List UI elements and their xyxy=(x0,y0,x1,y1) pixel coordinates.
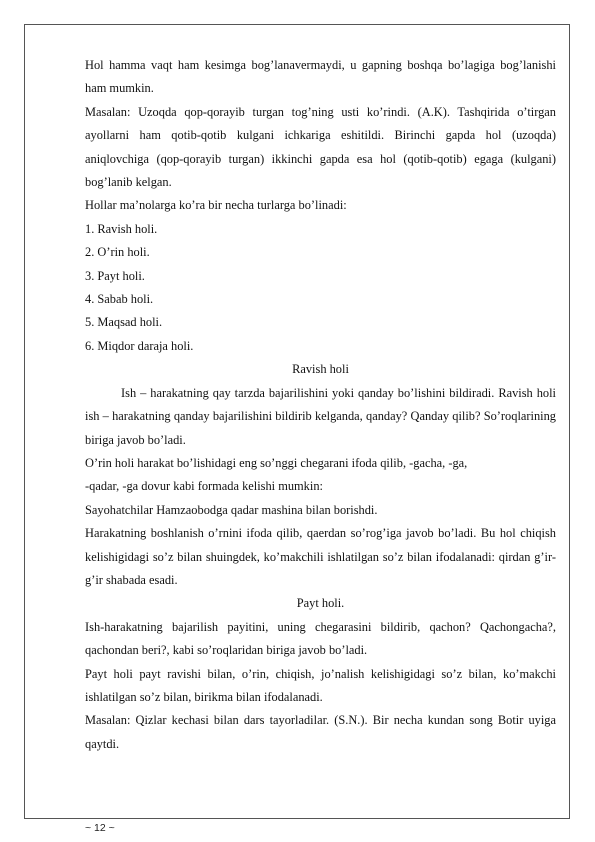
list-item: 4. Sabab holi. xyxy=(85,292,154,307)
paragraph: Masalan: Qizlar kechasi bilan dars tayorladilar. (S.N.). Bir necha kundan song Botir uyiga qaytdi. xyxy=(85,713,556,751)
list-item: 3. Payt holi. xyxy=(85,268,145,283)
paragraph: Masalan: Uzoqda qop-qorayib turgan tog’ning usti ko’rindi. (A.K). Tashqirida o’tirgan ayollarni ham qotib-qotib kulgani ichkariga eshitildi. Birinchi gapda hol (uzoqda) aniqlovchiga (qop-qorayib turgan) ikkinchi gapda esa hol (qotib-qotib) egaga (kulgani) bog’lanib kelgan. xyxy=(85,104,556,190)
paragraph: -qadar, -ga dovur kabi formada kelishi mumkin: xyxy=(85,479,323,494)
list-item: 2. O’rin holi. xyxy=(85,245,150,260)
page-number: ~ 12 ~ xyxy=(85,822,115,834)
paragraph: Ish-harakatning bajarilish payitini, uning chegarasini bildirib, qachon? Qachongacha?, qachondan beri?, kabi so’roqlaridan biriga javob bo’ladi. xyxy=(85,619,556,658)
paragraph: Ish – harakatning qay tarzda bajarilishini yoki qanday bo’lishini bildiradi. Ravish holi ish – harakatning qanday bajarilishini bildirib kelganda, qanday? Qanday qilib? So’roqlarining biriga javob bo’ladi. xyxy=(85,385,556,447)
paragraph: Sayohatchilar Hamzaobodga qadar mashina bilan borishdi. xyxy=(85,502,378,517)
section-heading: Payt holi. xyxy=(296,596,345,611)
paragraph: Hollar ma’nolarga ko’ra bir necha turlarga bo’linadi: xyxy=(85,198,347,213)
paragraph: Payt holi payt ravishi bilan, o’rin, chiqish, jo’nalish kelishigidagi so’z bilan, ko’makchi ishlatilgan so’z bilan, birikma bilan ifodalanadi. xyxy=(85,666,556,704)
paragraph: Harakatning boshlanish o’rnini ifoda qilib, qaerdan so’rog’iga javob bo’ladi. Bu hol chiqish kelishigidagi so’z bilan shuingdek, ko’makchili ishlatilgan so’z bilan ifodalanadi: qirdan g’ir- g’ir shabada esadi. xyxy=(85,526,556,587)
paragraph: Hol hamma vaqt ham kesimga bog’lanavermaydi, u gapning boshqa bo’lagiga bog’lanishi ham mumkin. xyxy=(85,58,556,96)
list-item: 1. Ravish holi. xyxy=(85,221,158,236)
document-body xyxy=(85,54,556,756)
list-item: 6. Miqdor daraja holi. xyxy=(85,338,194,353)
paragraph: O’rin holi harakat bo’lishidagi eng so’nggi chegarani ifoda qilib, -gacha, -ga, xyxy=(85,455,468,470)
section-heading: Ravish holi xyxy=(292,362,349,377)
list-item: 5. Maqsad holi. xyxy=(85,315,163,330)
